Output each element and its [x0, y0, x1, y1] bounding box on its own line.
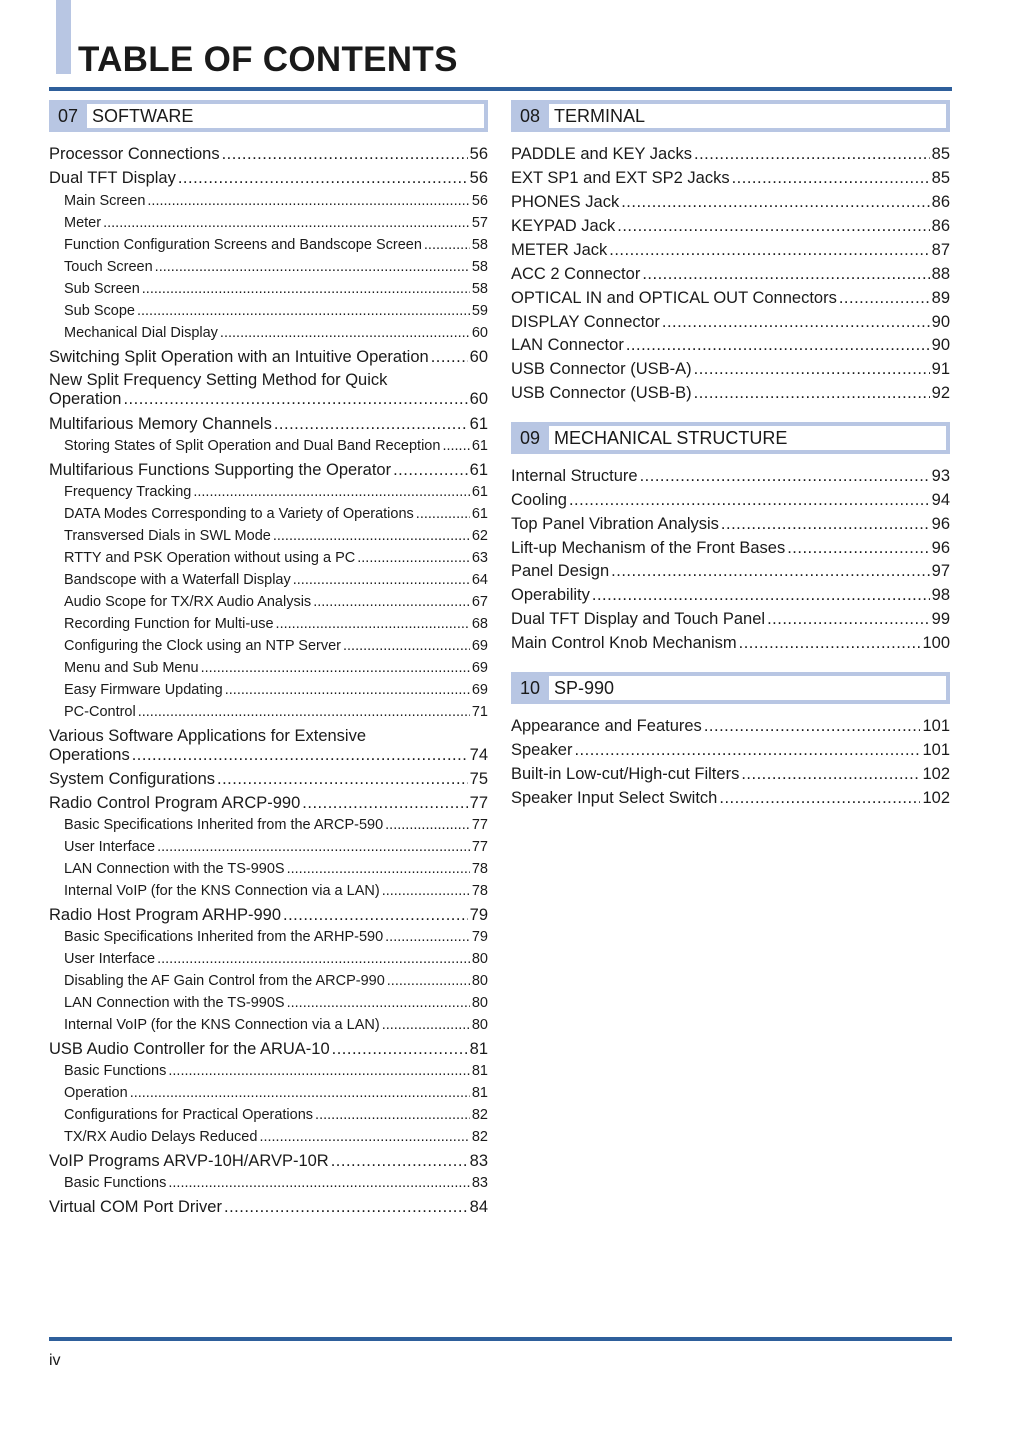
entry-title: Recording Function for Multi-use	[64, 616, 274, 632]
bottom-rule	[49, 1337, 952, 1341]
leader-dots	[287, 859, 470, 879]
entry-title: Basic Specifications Inherited from the ARCP-590	[64, 817, 384, 833]
leader-dots	[442, 436, 469, 456]
toc-subentry[interactable]	[49, 927, 488, 947]
entry-title: Sub Screen	[64, 281, 140, 297]
entry-page: 97	[931, 562, 950, 580]
entry-title-continued: Operation	[49, 390, 122, 408]
leader-dots	[123, 390, 467, 409]
entry-title: Multifarious Functions Supporting the Operator	[49, 461, 392, 479]
section-title: MECHANICAL STRUCTURE	[549, 426, 946, 450]
entry-title: LAN Connector	[511, 336, 624, 354]
toc-entry[interactable]	[511, 715, 950, 737]
section-header-terminal	[511, 100, 950, 132]
entry-page: 62	[471, 528, 488, 544]
entry-title: Bandscope with a Waterfall Display	[64, 572, 291, 588]
entry-title: New Split Frequency Setting Method for Quick	[49, 371, 388, 389]
entry-title: Operation	[64, 1085, 128, 1101]
entry-title: Disabling the AF Gain Control from the ARCP-990	[64, 973, 385, 989]
leader-dots	[302, 792, 467, 814]
leader-dots	[273, 526, 470, 546]
entry-title: METER Jack	[511, 241, 608, 259]
leader-dots	[741, 763, 920, 785]
leader-dots	[640, 465, 930, 487]
toc-subentry[interactable]	[49, 680, 488, 700]
entry-page: 81	[471, 1085, 488, 1101]
entry-page: 57	[471, 215, 488, 231]
toc-entry[interactable]	[511, 763, 950, 785]
toc-entry[interactable]	[511, 382, 950, 404]
entry-title: User Interface	[64, 839, 156, 855]
leader-dots	[142, 279, 470, 299]
entry-title: Dual TFT Display	[49, 169, 176, 187]
leader-dots	[662, 311, 930, 333]
entry-page: 56	[469, 169, 488, 187]
leader-dots	[387, 971, 470, 991]
leader-dots	[424, 235, 470, 255]
leader-dots	[137, 301, 470, 321]
entry-title: User Interface	[64, 951, 156, 967]
toc-subentry[interactable]	[49, 702, 488, 722]
leader-dots	[201, 658, 470, 678]
toc-subentry[interactable]	[49, 859, 488, 879]
toc-subentry[interactable]	[49, 482, 488, 502]
toc-entry[interactable]	[49, 167, 488, 189]
entry-title: Function Configuration Screens and Bandscope Screen	[64, 237, 422, 253]
entry-page: 86	[931, 217, 950, 235]
entry-page: 98	[931, 586, 950, 604]
entry-page: 83	[469, 1152, 488, 1170]
leader-dots	[694, 143, 930, 165]
leader-dots	[276, 614, 470, 634]
title-accent-bar	[56, 0, 71, 74]
entry-title: Meter	[64, 215, 102, 231]
toc-entry[interactable]	[49, 1150, 488, 1172]
toc-subentry[interactable]	[49, 548, 488, 568]
toc-entry[interactable]	[49, 792, 488, 814]
entry-page: 101	[922, 717, 950, 735]
entry-title: Sub Scope	[64, 303, 135, 319]
leader-dots	[168, 1173, 470, 1193]
toc-subentry[interactable]	[49, 1105, 488, 1125]
entry-page: 56	[471, 193, 488, 209]
entry-page: 75	[469, 770, 488, 788]
toc-subentry[interactable]	[49, 815, 488, 835]
entry-title: EXT SP1 and EXT SP2 Jacks	[511, 169, 730, 187]
section-number: 09	[519, 428, 541, 448]
section-header-sp-990	[511, 672, 950, 704]
toc-entry[interactable]	[511, 584, 950, 606]
entry-title: Configuring the Clock using an NTP Server	[64, 638, 341, 654]
entry-page: 58	[471, 237, 488, 253]
leader-dots	[224, 1196, 468, 1218]
toc-subentry[interactable]	[49, 658, 488, 678]
leader-dots	[609, 239, 929, 261]
leader-dots	[331, 1150, 468, 1172]
leader-dots	[155, 257, 470, 277]
entry-title: USB Connector (USB-A)	[511, 360, 692, 378]
entry-page: 82	[471, 1129, 488, 1145]
entry-title: Speaker	[511, 741, 573, 759]
entry-title: System Configurations	[49, 770, 215, 788]
leader-dots	[178, 167, 468, 189]
entry-page: 93	[931, 467, 950, 485]
entry-page: 67	[471, 594, 488, 610]
entry-page: 60	[469, 390, 488, 408]
page-number: iv	[49, 1352, 61, 1369]
toc-subentry[interactable]	[49, 323, 488, 343]
section-number: 07	[57, 106, 79, 126]
section-number: 10	[519, 678, 541, 698]
entry-page: 61	[471, 484, 488, 500]
entry-title: USB Audio Controller for the ARUA-10	[49, 1040, 330, 1058]
leader-dots	[357, 548, 470, 568]
toc-subentry[interactable]	[49, 971, 488, 991]
section-header-mechanical-structure	[511, 422, 950, 454]
toc-subentry[interactable]	[49, 1127, 488, 1147]
toc-entry[interactable]	[511, 239, 950, 261]
entry-title: Main Screen	[64, 193, 146, 209]
leader-dots	[611, 560, 929, 582]
toc-entry[interactable]	[49, 413, 488, 435]
entry-page: 56	[469, 145, 488, 163]
entry-title: Configurations for Practical Operations	[64, 1107, 314, 1123]
entry-page: 61	[469, 415, 488, 433]
leader-dots	[157, 837, 470, 857]
entry-title: Lift-up Mechanism of the Front Bases	[511, 539, 786, 557]
leader-dots	[592, 584, 930, 606]
leader-dots	[704, 715, 921, 737]
entry-title: Built-in Low-cut/High-cut Filters	[511, 765, 740, 783]
toc-subentry[interactable]	[49, 1083, 488, 1103]
entry-title: Storing States of Split Operation and Dual Band Reception	[64, 438, 441, 454]
toc-entry[interactable]	[511, 632, 950, 654]
entry-page: 85	[931, 169, 950, 187]
toc-subentry[interactable]	[49, 504, 488, 524]
entry-page: 77	[469, 794, 488, 812]
entry-title: USB Connector (USB-B)	[511, 384, 692, 402]
toc-subentry[interactable]	[49, 837, 488, 857]
leader-dots	[313, 592, 470, 612]
toc-entry[interactable]	[49, 1196, 488, 1218]
toc-entry[interactable]	[511, 465, 950, 487]
entry-title: Speaker Input Select Switch	[511, 789, 718, 807]
entry-page: 69	[471, 638, 488, 654]
entry-page: 85	[931, 145, 950, 163]
entry-title: DISPLAY Connector	[511, 313, 660, 331]
entry-page: 96	[931, 515, 950, 533]
entry-page: 80	[471, 1017, 488, 1033]
toc-subentry[interactable]	[49, 1015, 488, 1035]
toc-entry[interactable]	[511, 560, 950, 582]
toc-subentry[interactable]	[49, 949, 488, 969]
entry-title: LAN Connection with the TS-990S	[64, 861, 285, 877]
toc-subentry[interactable]	[49, 614, 488, 634]
entry-title: VoIP Programs ARVP-10H/ARVP-10R	[49, 1152, 329, 1170]
entry-page: 92	[931, 384, 950, 402]
leader-dots	[617, 215, 929, 237]
entry-page: 81	[469, 1040, 488, 1058]
entry-page: 89	[931, 289, 950, 307]
entry-page: 61	[471, 438, 488, 454]
toc-entry[interactable]	[511, 489, 950, 511]
entry-page: 83	[471, 1175, 488, 1191]
entry-title: KEYPAD Jack	[511, 217, 616, 235]
toc-subentry[interactable]	[49, 1061, 488, 1081]
toc-subentry[interactable]	[49, 235, 488, 255]
entry-title: Easy Firmware Updating	[64, 682, 223, 698]
entry-page: 61	[471, 506, 488, 522]
entry-page: 79	[469, 906, 488, 924]
leader-dots	[739, 632, 921, 654]
toc-subentry[interactable]	[49, 993, 488, 1013]
toc-subentry[interactable]	[49, 257, 488, 277]
entry-title: Switching Split Operation with an Intuitive Operation	[49, 348, 429, 366]
entry-title: Multifarious Memory Channels	[49, 415, 272, 433]
entry-title: Radio Host Program ARHP-990	[49, 906, 282, 924]
entry-title: TX/RX Audio Delays Reduced	[64, 1129, 258, 1145]
leader-dots	[343, 636, 470, 656]
entry-page: 78	[471, 883, 488, 899]
entry-title: ACC 2 Connector	[511, 265, 641, 283]
entry-title: Internal Structure	[511, 467, 638, 485]
toc-entry[interactable]	[511, 167, 950, 189]
leader-dots	[138, 702, 470, 722]
entry-title: Appearance and Features	[511, 717, 702, 735]
toc-entry[interactable]	[49, 1038, 488, 1060]
entry-page: 78	[471, 861, 488, 877]
entry-page: 88	[931, 265, 950, 283]
entry-page: 60	[471, 325, 488, 341]
entry-page: 80	[471, 973, 488, 989]
toc-entry[interactable]	[49, 346, 488, 368]
leader-dots	[332, 1038, 468, 1060]
entry-title: Frequency Tracking	[64, 484, 192, 500]
entry-page: 86	[931, 193, 950, 211]
toc-entry[interactable]	[511, 334, 950, 356]
toc-subentry[interactable]	[49, 436, 488, 456]
entry-page: 77	[471, 817, 488, 833]
toc-entry[interactable]	[511, 311, 950, 333]
entry-title: Processor Connections	[49, 145, 220, 163]
entry-title: Panel Design	[511, 562, 610, 580]
entry-page: 58	[471, 259, 488, 275]
leader-dots	[574, 739, 920, 761]
entry-page: 60	[469, 348, 488, 366]
toc-subentry[interactable]	[49, 570, 488, 590]
entry-title: Virtual COM Port Driver	[49, 1198, 222, 1216]
leader-dots	[732, 167, 930, 189]
leader-dots	[787, 537, 929, 559]
entry-title: Main Control Knob Mechanism	[511, 634, 737, 652]
entry-title: Audio Scope for TX/RX Audio Analysis	[64, 594, 312, 610]
toc-subentry[interactable]	[49, 301, 488, 321]
leader-dots	[259, 1127, 469, 1147]
entry-title: Touch Screen	[64, 259, 153, 275]
entry-page: 77	[471, 839, 488, 855]
toc-entry[interactable]	[511, 287, 950, 309]
entry-page: 69	[471, 660, 488, 676]
leader-dots	[193, 482, 470, 502]
entry-page: 82	[471, 1107, 488, 1123]
toc-subentry[interactable]	[49, 213, 488, 233]
leader-dots	[315, 1105, 470, 1125]
entry-title: Basic Functions	[64, 1175, 167, 1191]
toc-entry[interactable]	[511, 739, 950, 761]
entry-page: 81	[471, 1063, 488, 1079]
toc-entry[interactable]	[511, 787, 950, 809]
toc-entry[interactable]	[49, 727, 488, 765]
entry-title: Basic Functions	[64, 1063, 167, 1079]
leader-dots	[225, 680, 470, 700]
entry-title: Internal VoIP (for the KNS Connection via a LAN)	[64, 883, 380, 899]
entry-title: Cooling	[511, 491, 567, 509]
entry-title: Mechanical Dial Display	[64, 325, 218, 341]
leader-dots	[287, 993, 470, 1013]
toc-entry[interactable]	[49, 459, 488, 481]
leader-dots	[626, 334, 930, 356]
entry-title: Menu and Sub Menu	[64, 660, 199, 676]
entry-page: 71	[471, 704, 488, 720]
entry-title: Basic Specifications Inherited from the ARHP-590	[64, 929, 384, 945]
leader-dots	[621, 191, 929, 213]
entry-title: Radio Control Program ARCP-990	[49, 794, 301, 812]
leader-dots	[694, 382, 930, 404]
leader-dots	[220, 323, 470, 343]
entry-page: 63	[471, 550, 488, 566]
leader-dots	[385, 927, 470, 947]
section-title: TERMINAL	[549, 104, 946, 128]
leader-dots	[767, 608, 930, 630]
entry-page: 80	[471, 995, 488, 1011]
leader-dots	[839, 287, 930, 309]
entry-title: Dual TFT Display and Touch Panel	[511, 610, 766, 628]
leader-dots	[293, 570, 470, 590]
toc-entry[interactable]	[511, 608, 950, 630]
toc-subentry[interactable]	[49, 279, 488, 299]
entry-page: 59	[471, 303, 488, 319]
leader-dots	[721, 513, 930, 535]
leader-dots	[431, 346, 468, 368]
entry-title: Top Panel Vibration Analysis	[511, 515, 719, 533]
entry-page: 101	[922, 741, 950, 759]
entry-page: 94	[931, 491, 950, 509]
toc-subentry[interactable]	[49, 592, 488, 612]
toc-entry[interactable]	[49, 768, 488, 790]
toc-subentry[interactable]	[49, 636, 488, 656]
toc-entry[interactable]	[511, 215, 950, 237]
leader-dots	[217, 768, 468, 790]
section-header-software	[49, 100, 488, 132]
leader-dots	[283, 904, 468, 926]
entry-page: 84	[469, 1198, 488, 1216]
entry-title: Internal VoIP (for the KNS Connection via a LAN)	[64, 1017, 380, 1033]
entry-page: 64	[471, 572, 488, 588]
leader-dots	[132, 746, 468, 765]
leader-dots	[147, 191, 469, 211]
leader-dots	[157, 949, 470, 969]
page-title: TABLE OF CONTENTS	[78, 40, 458, 79]
toc-entry[interactable]	[49, 904, 488, 926]
entry-page: 79	[471, 929, 488, 945]
leader-dots	[382, 1015, 470, 1035]
leader-dots	[642, 263, 929, 285]
toc-subentry[interactable]	[49, 881, 488, 901]
entry-page: 102	[922, 765, 950, 783]
entry-page: 58	[471, 281, 488, 297]
entry-page: 99	[931, 610, 950, 628]
entry-page: 100	[922, 634, 950, 652]
entry-title: DATA Modes Corresponding to a Variety of Operations	[64, 506, 414, 522]
leader-dots	[719, 787, 920, 809]
entry-page: 69	[471, 682, 488, 698]
toc-entry[interactable]	[511, 191, 950, 213]
toc-entry[interactable]	[511, 358, 950, 380]
entry-title: OPTICAL IN and OPTICAL OUT Connectors	[511, 289, 837, 307]
toc-entry[interactable]	[511, 143, 950, 165]
entry-title: PADDLE and KEY Jacks	[511, 145, 692, 163]
leader-dots	[103, 213, 470, 233]
entry-page: 87	[931, 241, 950, 259]
entry-title: PHONES Jack	[511, 193, 620, 211]
toc-entry[interactable]	[511, 263, 950, 285]
section-title: SOFTWARE	[87, 104, 484, 128]
toc-subentry[interactable]	[49, 191, 488, 211]
toc-entry[interactable]	[49, 371, 488, 409]
entry-title: LAN Connection with the TS-990S	[64, 995, 285, 1011]
entry-page: 74	[469, 746, 488, 764]
entry-page: 90	[931, 313, 950, 331]
leader-dots	[393, 459, 468, 481]
entry-page: 96	[931, 539, 950, 557]
leader-dots	[416, 504, 470, 524]
entry-page: 102	[922, 789, 950, 807]
toc-entry[interactable]	[511, 513, 950, 535]
entry-page: 68	[471, 616, 488, 632]
entry-title: PC-Control	[64, 704, 136, 720]
leader-dots	[130, 1083, 470, 1103]
entry-title: RTTY and PSK Operation without using a PC	[64, 550, 356, 566]
section-title: SP-990	[549, 676, 946, 700]
toc-entry[interactable]	[49, 143, 488, 165]
leader-dots	[382, 881, 470, 901]
leader-dots	[222, 143, 468, 165]
entry-title: Various Software Applications for Extensive	[49, 727, 367, 745]
leader-dots	[274, 413, 468, 435]
leader-dots	[569, 489, 930, 511]
toc-entry[interactable]	[511, 537, 950, 559]
entry-page: 80	[471, 951, 488, 967]
entry-page: 61	[469, 461, 488, 479]
entry-page: 90	[931, 336, 950, 354]
leader-dots	[385, 815, 470, 835]
leader-dots	[694, 358, 930, 380]
entry-title-continued: Operations	[49, 746, 130, 764]
toc-subentry[interactable]	[49, 526, 488, 546]
top-rule	[49, 87, 952, 91]
entry-page: 91	[931, 360, 950, 378]
section-number: 08	[519, 106, 541, 126]
toc-subentry[interactable]	[49, 1173, 488, 1193]
leader-dots	[168, 1061, 470, 1081]
entry-title: Transversed Dials in SWL Mode	[64, 528, 271, 544]
entry-title: Operability	[511, 586, 590, 604]
